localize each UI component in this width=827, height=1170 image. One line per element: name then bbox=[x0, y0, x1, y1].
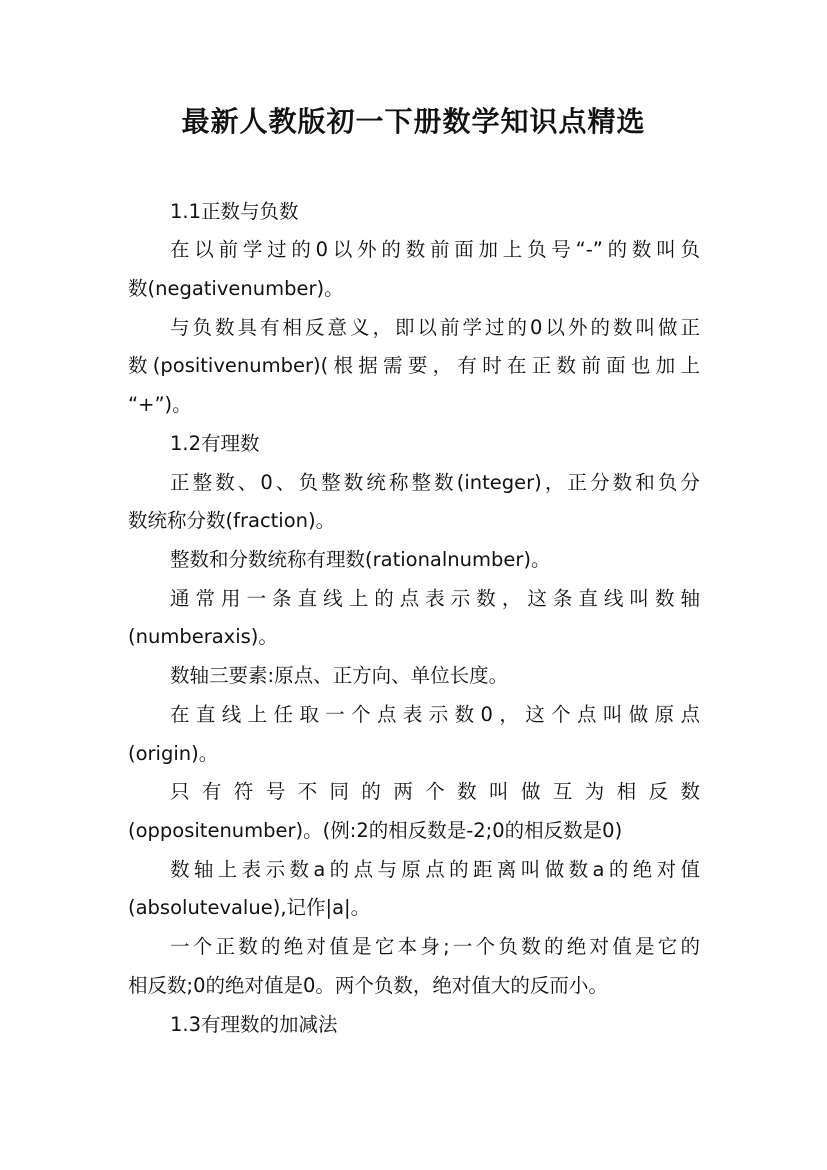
document-title: 最新人教版初一下册数学知识点精选 bbox=[181, 105, 646, 138]
paragraph-line: (oppositenumber)。(例:2的相反数是-2;0的相反数是0) bbox=[128, 819, 623, 842]
paragraph-line: 在以前学过的0以外的数前面加上负号“-”的数叫负 bbox=[170, 238, 700, 261]
paragraph-line: 一个正数的绝对值是它本身;一个负数的绝对值是它的 bbox=[170, 935, 700, 958]
paragraph-line: 数(negativenumber)。 bbox=[128, 277, 344, 300]
section-heading-1-3: 1.3有理数的加减法 bbox=[170, 1013, 338, 1036]
paragraph-line: 数轴上表示数a的点与原点的距离叫做数a的绝对值 bbox=[170, 858, 700, 881]
paragraph-line: (absolutevalue),记作|a|。 bbox=[128, 896, 371, 919]
paragraph-line: 正整数、0、负整数统称整数(integer)，正分数和负分 bbox=[170, 471, 700, 494]
paragraph-line: 数(positivenumber)(根据需要，有时在正数前面也加上 bbox=[128, 354, 700, 377]
paragraph-line: 通常用一条直线上的点表示数，这条直线叫数轴 bbox=[170, 587, 700, 610]
section-heading-1-1: 1.1正数与负数 bbox=[170, 200, 299, 223]
section-heading-1-2: 1.2有理数 bbox=[170, 432, 260, 455]
paragraph-line: 只有符号不同的两个数叫做互为相反数 bbox=[170, 780, 700, 803]
paragraph-line: “+”)。 bbox=[128, 393, 192, 416]
paragraph-line: 整数和分数统称有理数(rationalnumber)。 bbox=[170, 548, 551, 571]
paragraph-line: 数统称分数(fraction)。 bbox=[128, 509, 336, 532]
paragraph-line: 数轴三要素:原点、正方向、单位长度。 bbox=[170, 664, 509, 687]
paragraph-line: (origin)。 bbox=[128, 742, 219, 765]
paragraph-line: 在直线上任取一个点表示数0，这个点叫做原点 bbox=[170, 703, 700, 726]
paragraph-line: (numberaxis)。 bbox=[128, 625, 278, 648]
paragraph-line: 相反数;0的绝对值是0。两个负数，绝对值大的反而小。 bbox=[128, 974, 608, 997]
paragraph-line: 与负数具有相反意义，即以前学过的0以外的数叫做正 bbox=[170, 316, 700, 339]
